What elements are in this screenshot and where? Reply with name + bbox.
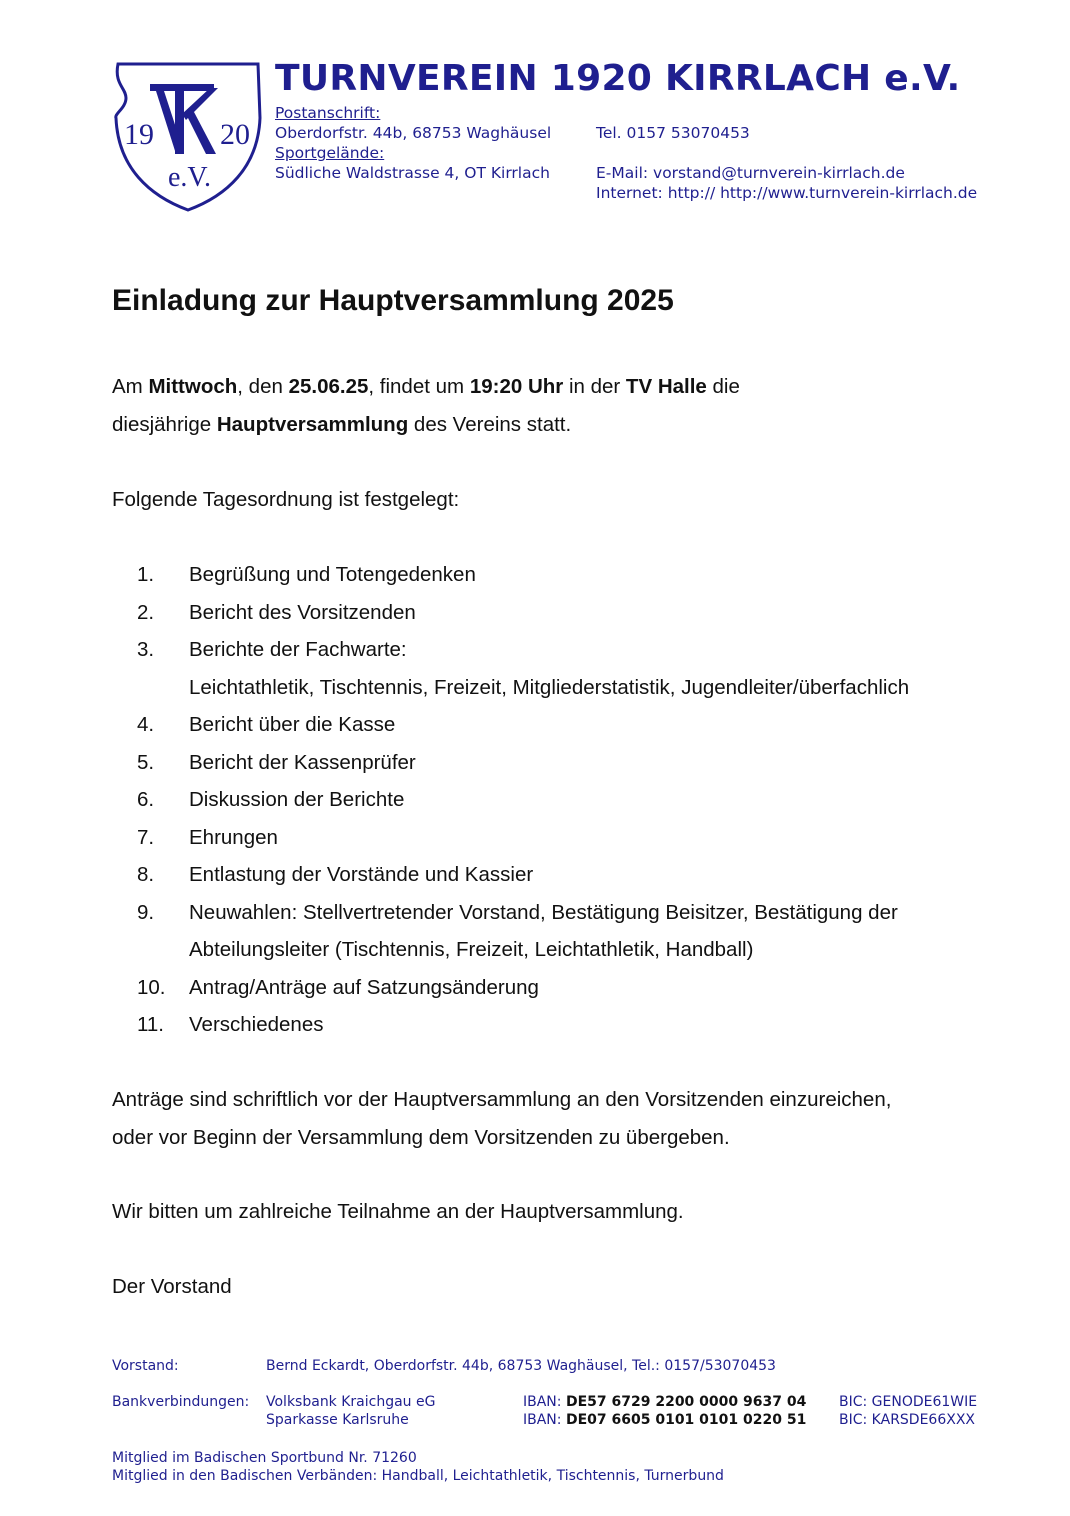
sports-address: Südliche Waldstrasse 4, OT Kirrlach xyxy=(275,164,550,182)
motions-line-1: Anträge sind schriftlich vor der Hauptversammlung an den Vorsitzenden einzureichen, xyxy=(112,1088,892,1111)
logo-right-number: 20 xyxy=(220,118,250,151)
org-name: TURNVEREIN 1920 KIRRLACH e.V. xyxy=(275,58,961,99)
sports-label: Sportgelände: xyxy=(275,144,385,162)
motions-line-2: oder vor Beginn der Versammlung dem Vorsitzenden zu übergeben. xyxy=(112,1126,730,1149)
postal-address: Oberdorfstr. 44b, 68753 Waghäusel xyxy=(275,124,552,142)
bank-iban: IBAN: DE07 6605 0101 0101 0220 51 xyxy=(523,1412,807,1428)
footer-board-label: Vorstand: xyxy=(112,1358,179,1374)
bank-bic: BIC: GENODE61WIE xyxy=(839,1394,978,1410)
closing-text: Wir bitten um zahlreiche Teilnahme an der Hauptversammlung. xyxy=(112,1200,684,1223)
agenda-intro: Folgende Tagesordnung ist festgelegt: xyxy=(112,488,460,511)
postal-label: Postanschrift: xyxy=(275,104,381,122)
signature: Der Vorstand xyxy=(112,1275,232,1298)
bank-name: Sparkasse Karlsruhe xyxy=(266,1412,409,1428)
email[interactable]: E-Mail: vorstand@turnverein-kirrlach.de xyxy=(596,164,905,182)
footer-membership-1: Mitglied im Badischen Sportbund Nr. 71260 xyxy=(112,1450,417,1466)
logo-left-number: 19 xyxy=(124,118,154,151)
intro-line-1: Am Mittwoch, den 25.06.25, findet um 19:20 Uhr in der TV Halle die xyxy=(112,375,740,398)
footer-membership-2: Mitglied in den Badischen Verbänden: Handball, Leichtathletik, Tischtennis, Turnerbund xyxy=(112,1468,724,1484)
bank-name: Volksbank Kraichgau eG xyxy=(266,1394,436,1410)
logo-ev: e.V. xyxy=(168,162,212,193)
club-logo xyxy=(108,58,268,214)
page-title: Einladung zur Hauptversammlung 2025 xyxy=(112,284,674,317)
bank-bic: BIC: KARSDE66XXX xyxy=(839,1412,976,1428)
bank-iban: IBAN: DE57 6729 2200 0000 9637 04 xyxy=(523,1394,807,1410)
intro-line-2: diesjährige Hauptversammlung des Vereins statt. xyxy=(112,413,572,436)
footer-bank-label: Bankverbindungen: xyxy=(112,1394,250,1410)
phone: Tel. 0157 53070453 xyxy=(596,124,750,142)
website[interactable]: Internet: http:// http://www.turnverein-kirrlach.de xyxy=(596,184,978,202)
footer-board-value: Bernd Eckardt, Oberdorfstr. 44b, 68753 Waghäusel, Tel.: 0157/53070453 xyxy=(266,1358,776,1374)
